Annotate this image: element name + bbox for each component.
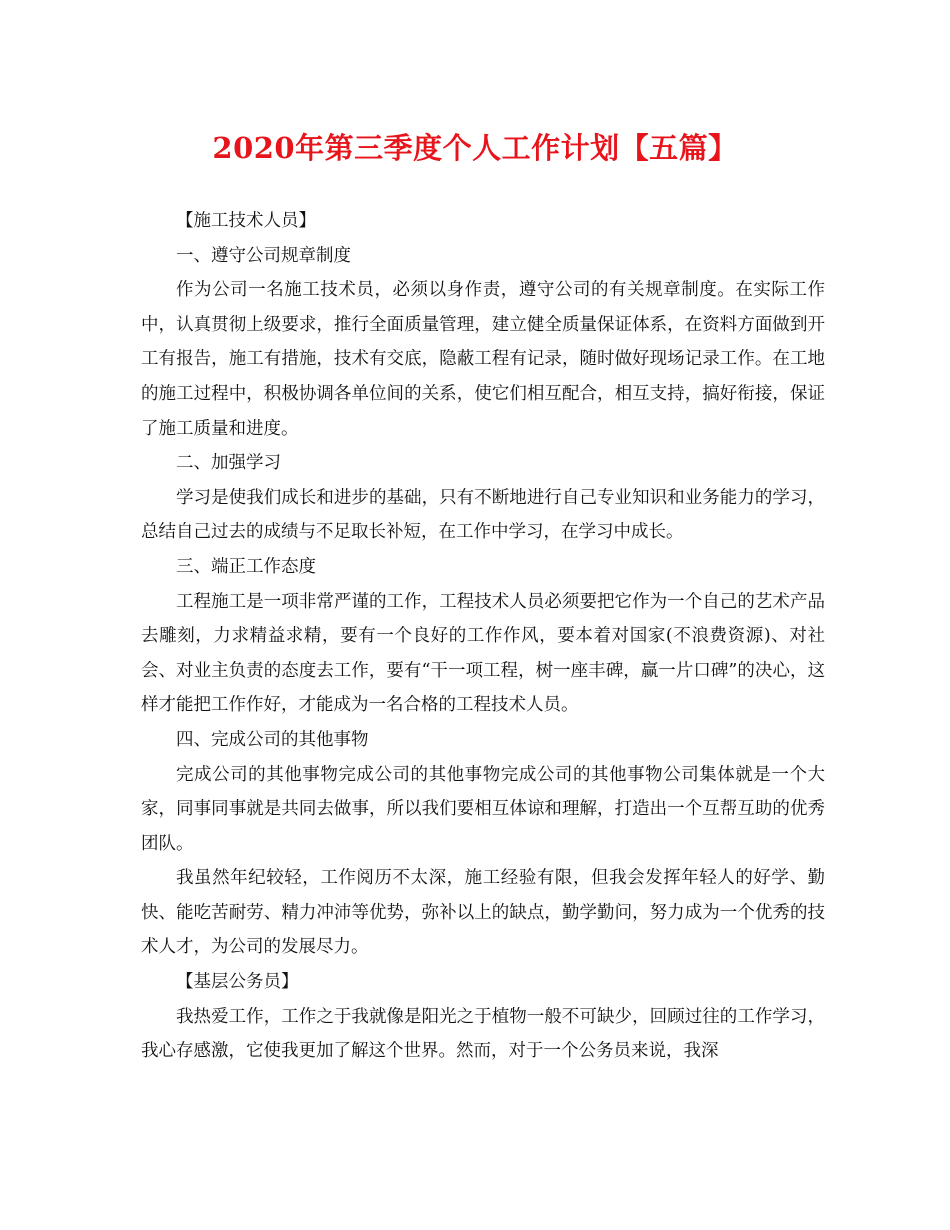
subheading-follow-rules: 一、遵守公司规章制度 [176, 245, 351, 266]
section-heading-construction-technician: 【施工技术人员】 [176, 211, 316, 231]
subheading-work-attitude: 三、端正工作态度 [176, 556, 316, 577]
document-body [141, 204, 825, 1069]
paragraph-work-attitude: 工程施工是一项非常严谨的工作，工程技术人员必须要把它作为一个自己的艺术产品去雕刻，力求精益求精，要有一个良好的工作作风，要本着对国家(不浪费资源)、对社会、对业主负责的态度去工作，要有“干一项工程，树一座丰碑，赢一片口碑”的决心，这样才能把工作作好，才能成为一名合格的工程技术人员。 [141, 591, 825, 716]
document-title: 2020年第三季度个人工作计划【五篇】 [212, 131, 738, 165]
paragraph-strengthen-learning: 学习是使我们成长和进步的基础，只有不断地进行自己专业知识和业务能力的学习，总结自己过去的成绩与不足取长补短，在工作中学习，在学习中成长。 [141, 487, 825, 543]
paragraph-other-tasks: 完成公司的其他事物完成公司的其他事物完成公司的其他事物公司集体就是一个大家，同事同事就是共同去做事，所以我们要相互体谅和理解，打造出一个互帮互助的优秀团队。 [141, 764, 825, 854]
paragraph-civil-servant: 我热爱工作，工作之于我就像是阳光之于植物一般不可缺少，回顾过往的工作学习，我心存感激，它使我更加了解这个世界。然而，对于一个公务员来说，我深 [141, 1006, 825, 1062]
paragraph-follow-rules: 作为公司一名施工技术员，必须以身作责，遵守公司的有关规章制度。在实际工作中，认真贯彻上级要求，推行全面质量管理，建立健全质量保证体系，在资料方面做到开工有报告，施工有措施，技术有交底，隐蔽工程有记录，随时做好现场记录工作。在工地的施工过程中，积极协调各单位间的关系，使它们相互配合，相互支持，搞好衔接，保证了施工质量和进度。 [141, 280, 825, 439]
subheading-strengthen-learning: 二、加强学习 [176, 453, 281, 474]
subheading-other-tasks: 四、完成公司的其他事物 [176, 729, 369, 750]
paragraph-self-improvement: 我虽然年纪较轻，工作阅历不太深，施工经验有限，但我会发挥年轻人的好学、勤快、能吃苦耐劳、精力冲沛等优势，弥补以上的缺点，勤学勤问，努力成为一个优秀的技术人才，为公司的发展尽力。 [141, 868, 825, 958]
section-heading-civil-servant: 【基层公务员】 [176, 972, 299, 993]
